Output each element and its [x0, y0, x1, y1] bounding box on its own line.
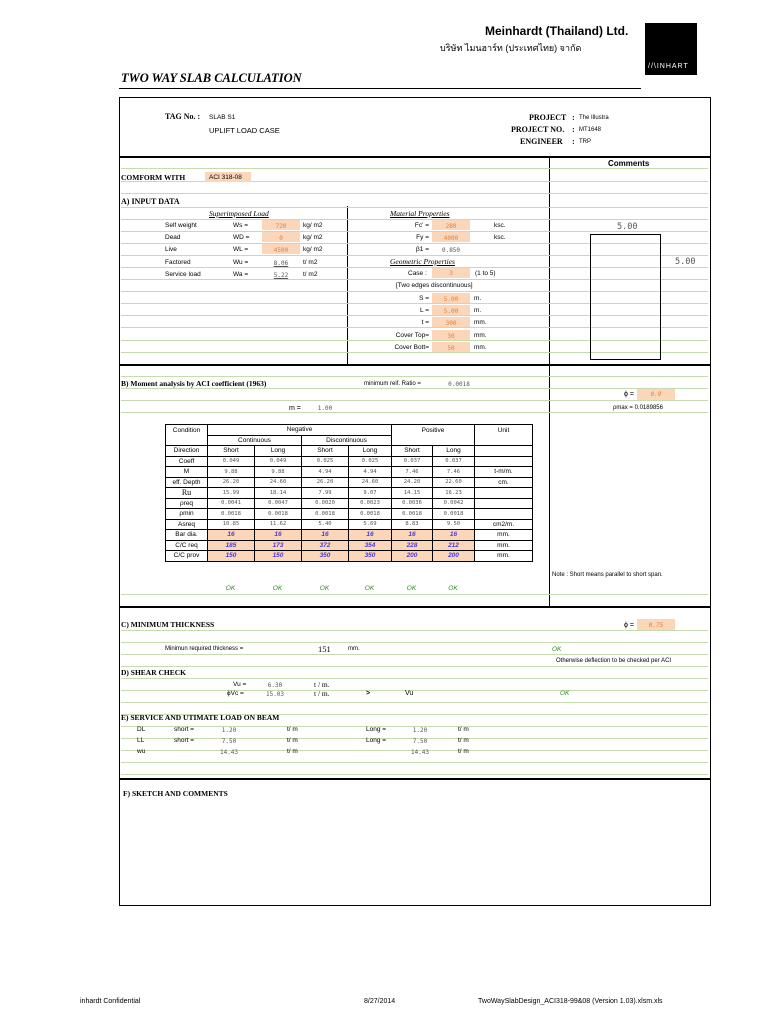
vu-unit: t / m.: [314, 680, 330, 689]
comments-header: Comments: [608, 159, 650, 168]
table-cell: 0.0018: [208, 509, 255, 520]
table-cell: 350: [349, 551, 392, 562]
geometry-value: 5.00: [443, 308, 459, 316]
table-cell: 4.94: [302, 467, 349, 478]
table-row: [166, 446, 533, 457]
beam-short-value: 1.20: [221, 727, 237, 734]
table-cell: 0.025: [302, 456, 349, 467]
table-cell: 16: [433, 530, 475, 541]
conform-value: ACI 318-08: [209, 174, 242, 181]
col-unit: Unit: [475, 425, 533, 436]
table-cell: 372: [302, 540, 349, 551]
case-label: Case :: [408, 270, 427, 277]
table-cell: 10.85: [208, 519, 255, 530]
table-cell: Long: [433, 446, 475, 457]
table-cell: 0.0018: [302, 509, 349, 520]
load-value: 0: [279, 235, 283, 243]
table-cell: 0.0036: [392, 498, 433, 509]
beam-long-value: 1.20: [412, 727, 428, 734]
table-cell: 14.15: [392, 488, 433, 499]
material-unit: ksc.: [494, 222, 506, 229]
phivc-value: 15.03: [265, 691, 285, 698]
footer-confidential: inhardt Confidential: [80, 998, 141, 1005]
table-cell: 0.025: [349, 456, 392, 467]
table-cell: 11.62: [255, 519, 302, 530]
table-cell: 0.0018: [349, 509, 392, 520]
col-negative: Negative: [208, 425, 392, 436]
row-label: C/C req: [166, 540, 208, 551]
project-no-label: PROJECT NO.: [511, 125, 565, 134]
material-value: 280: [445, 223, 457, 230]
geometry-symbol: Cover Top=: [395, 331, 429, 339]
min-ratio-label: minimum reif. Ratio =: [364, 381, 421, 387]
row-unit: mm.: [475, 540, 533, 551]
m-value: 1.00: [317, 405, 333, 412]
gridline: [121, 678, 708, 679]
table-cell: 0.049: [208, 456, 255, 467]
ok-indicator: OK: [406, 585, 417, 592]
beam-long-label: Long =: [366, 726, 387, 733]
thickness-phi-value: 0.75: [648, 622, 664, 629]
ok-indicator: OK: [448, 585, 458, 592]
tag-label: TAG No. :: [165, 112, 201, 121]
beam-long-unit: t/ m: [458, 737, 469, 744]
min-thickness-unit: mm.: [348, 646, 360, 652]
table-cell: 0.049: [255, 456, 302, 467]
load-symbol: WD =: [233, 234, 250, 242]
table-cell: 8.83: [392, 519, 433, 530]
geometry-value: 50: [447, 344, 455, 352]
table-cell: Short: [392, 446, 433, 457]
project-no-value: MT1648: [579, 127, 602, 133]
table-cell: 16: [208, 530, 255, 541]
moment-heading: B) Moment analysis by ACI coefficient (1963): [121, 379, 267, 388]
row-unit: cm2/m.: [475, 519, 533, 530]
table-row: [166, 551, 533, 562]
phivc-unit: t / m.: [314, 689, 330, 698]
table-cell: Long: [255, 446, 302, 457]
col-continuous: Continuous: [208, 435, 302, 446]
table-cell: 0.037: [433, 456, 475, 467]
geometry-unit: mm.: [474, 343, 487, 351]
table-cell: 16: [255, 530, 302, 541]
geometry-value: 30: [447, 332, 455, 340]
shear-ok: OK: [560, 690, 570, 697]
material-value: 4000: [443, 235, 459, 242]
table-cell: Short: [302, 446, 349, 457]
beam-short-value: 14.43: [219, 749, 239, 756]
table-cell: 24.60: [255, 477, 302, 488]
load-symbol: Wa =: [233, 270, 249, 278]
load-name: Factored: [165, 258, 191, 266]
material-value: 0.850: [441, 247, 461, 254]
table-cell: 9.88: [255, 467, 302, 478]
gridline: [121, 207, 708, 208]
row-unit: [475, 488, 533, 499]
geometry-symbol: t =: [421, 319, 429, 327]
table-cell: 0.0018: [255, 509, 302, 520]
beam-short-label: short =: [174, 726, 195, 733]
table-cell: 24.20: [392, 477, 433, 488]
thickness-heading: C) MINIMUM THICKNESS: [121, 620, 215, 629]
beam-load-label: LL: [137, 737, 145, 744]
beam-short-value: 7.50: [221, 738, 237, 745]
table-row: [166, 519, 533, 530]
thickness-ok: OK: [552, 646, 562, 653]
row-unit: cm.: [475, 477, 533, 488]
table-cell: 0.0020: [302, 498, 349, 509]
phi-value: 0.9: [650, 391, 662, 398]
table-cell: 228: [392, 540, 433, 551]
project-value: The Illustra: [579, 115, 609, 121]
load-name: Self weight: [165, 222, 197, 229]
gridline: [121, 630, 708, 631]
row-label: Coeff: [166, 456, 208, 467]
row-unit: t-m/m.: [475, 467, 533, 478]
table-cell: 173: [255, 540, 302, 551]
row-label: Direction: [166, 446, 208, 457]
table-row: [166, 467, 533, 478]
table-cell: 5.69: [349, 519, 392, 530]
footer-date: 8/27/2014: [364, 998, 396, 1005]
table-cell: 354: [349, 540, 392, 551]
table-cell: 350: [302, 551, 349, 562]
geometry-symbol: Cover Bott=: [394, 343, 429, 351]
material-symbol: Fc' =: [414, 222, 429, 229]
table-cell: 0.037: [392, 456, 433, 467]
thickness-phi-label: ϕ =: [624, 622, 634, 629]
row-label: Ru: [166, 488, 208, 499]
beam-short-unit: t/ m: [287, 737, 298, 744]
table-cell: 9.07: [349, 488, 392, 499]
gridline: [121, 654, 708, 655]
table-row: [166, 509, 533, 520]
table-cell: 150: [208, 551, 255, 562]
shear-vu-ref: Vu: [405, 690, 414, 697]
table-row: [166, 488, 533, 499]
gridline: [121, 388, 708, 389]
table-cell: 16: [349, 530, 392, 541]
company-name-thai: บริษัท ไมนฮาร์ท (ประเทศไทย) จากัด: [440, 43, 582, 53]
table-cell: 0.0023: [349, 498, 392, 509]
table-cell: 7.99: [302, 488, 349, 499]
table-cell: 0.0047: [255, 498, 302, 509]
geometry-value: 300: [445, 320, 457, 328]
shear-compare: >: [366, 690, 371, 697]
table-cell: 16: [392, 530, 433, 541]
comments-column-divider: [549, 156, 550, 608]
beam-short-unit: t/ m: [287, 748, 298, 755]
ok-indicator: OK: [364, 585, 375, 592]
material-symbol: Fy =: [416, 234, 429, 241]
ok-indicator: OK: [319, 585, 330, 592]
beam-long-unit: t/ m: [458, 726, 469, 733]
min-ratio-value: 0.0018: [448, 381, 470, 388]
superimposed-title: Superimposed Load: [209, 209, 269, 218]
project-label: PROJECT: [529, 113, 567, 122]
table-cell: 200: [392, 551, 433, 562]
table-cell: 22.60: [433, 477, 475, 488]
row-label: M: [166, 467, 208, 478]
table-cell: 16: [302, 530, 349, 541]
geometry-symbol: S =: [419, 295, 429, 302]
table-cell: 18.14: [255, 488, 302, 499]
rho-max: ρmax = 0.0189856: [613, 405, 663, 411]
row-unit: [475, 456, 533, 467]
table-row: [166, 498, 533, 509]
gridline: [121, 702, 708, 703]
vu-label: Vu =: [233, 681, 247, 688]
table-row: [166, 456, 533, 467]
min-thickness-value: 151: [318, 644, 331, 654]
table-cell: 0.0041: [208, 498, 255, 509]
row-label: ρreq: [166, 498, 208, 509]
m-label: m =: [289, 405, 301, 412]
gridline: [121, 762, 708, 763]
company-logo: //\INHART: [645, 23, 697, 75]
case-description: [Two edges discontinuous]: [396, 282, 473, 289]
footer-filename: TwoWaySlabDesign_ACI318-99&08 (Version 1.03).xlsm.xls: [478, 998, 663, 1005]
table-row: [166, 540, 533, 551]
case-value: 3: [449, 270, 453, 277]
gridline: [121, 690, 708, 691]
load-value: 4500: [273, 247, 289, 255]
input-heading: A) INPUT DATA: [121, 197, 180, 206]
table-cell: 9.88: [208, 467, 255, 478]
sketch-heading: F) SKETCH AND COMMENTS: [123, 789, 228, 798]
beam-long-unit: t/ m: [458, 748, 469, 755]
load-symbol: Ws =: [233, 222, 248, 229]
row-unit: mm.: [475, 551, 533, 562]
table-cell: 26.20: [208, 477, 255, 488]
table-cell: 24.60: [349, 477, 392, 488]
col-positive: Positive: [392, 425, 475, 436]
row-label: eff. Depth: [166, 477, 208, 488]
load-unit: t/ m2: [303, 258, 318, 266]
gridline: [121, 219, 708, 220]
geometry-unit: m.: [474, 295, 482, 302]
gridline: [121, 666, 708, 667]
load-name: Live: [165, 246, 177, 254]
table-cell: 7.46: [433, 467, 475, 478]
engineer-label: ENGINEER: [520, 137, 563, 146]
sketch-span-top: 5.00: [617, 222, 638, 232]
beam-load-label: wu: [137, 748, 146, 755]
beam-long-label: Long =: [366, 737, 387, 744]
beam-long-value: 7.50: [412, 738, 428, 745]
row-label: ρmin: [166, 509, 208, 520]
ok-indicator: OK: [272, 585, 283, 592]
gridline: [121, 400, 708, 401]
load-symbol: WL =: [233, 246, 249, 254]
material-unit: ksc.: [494, 234, 506, 241]
row-label: Asreq: [166, 519, 208, 530]
phivc-label: ϕVc =: [227, 690, 244, 697]
beam-load-label: DL: [137, 726, 146, 733]
load-value: 5.22: [273, 271, 289, 279]
table-cell: 5.40: [302, 519, 349, 530]
beam-short-unit: t/ m: [287, 726, 298, 733]
table-cell: Long: [349, 446, 392, 457]
beam-long-value: 14.43: [410, 749, 430, 756]
table-cell: 9.50: [433, 519, 475, 530]
row-label: Bar dia.: [166, 530, 208, 541]
conform-label: COMFORM WITH: [121, 173, 186, 182]
table-cell: 212: [433, 540, 475, 551]
material-title: Material Properties: [390, 209, 450, 218]
geometry-unit: mm.: [474, 331, 487, 339]
load-name: Service load: [165, 270, 201, 278]
load-unit: kg/ m2: [303, 234, 323, 242]
ok-indicator: OK: [225, 585, 236, 592]
col-discontinuous: Discontinuous: [302, 435, 392, 446]
table-cell: 0.0042: [433, 498, 475, 509]
load-symbol: Wu =: [233, 258, 249, 266]
gridline: [121, 642, 708, 643]
vu-value: 6.30: [267, 682, 283, 689]
table-row: [166, 530, 533, 541]
table-cell: 185: [208, 540, 255, 551]
table-cell: 26.20: [302, 477, 349, 488]
geometric-title: Geometric Properties: [390, 257, 455, 266]
input-divider: [347, 206, 348, 365]
table-cell: 4.94: [349, 467, 392, 478]
table-row: [166, 477, 533, 488]
load-value: 720: [275, 223, 287, 230]
table-cell: 16.23: [433, 488, 475, 499]
material-symbol: β1 =: [416, 246, 429, 253]
beam-short-label: short =: [174, 737, 195, 744]
slab-sketch: [590, 234, 661, 360]
short-span-note: Note : Short means parallel to short span.: [552, 572, 663, 578]
load-case: UPLIFT LOAD CASE: [209, 126, 280, 135]
row-label: C/C prov: [166, 551, 208, 562]
load-unit: t/ m2: [303, 270, 318, 278]
gridline: [121, 412, 708, 413]
row-unit: [475, 509, 533, 520]
load-unit: kg/ m2: [303, 246, 323, 254]
geometry-symbol: L =: [420, 307, 429, 315]
table-cell: 150: [255, 551, 302, 562]
row-unit: [475, 446, 533, 457]
geometry-value: 5.00: [443, 296, 459, 303]
sketch-span-right: 5.00: [675, 257, 696, 267]
deflection-note: Otherwise deflection to be checked per ACI: [556, 658, 672, 664]
gridline: [121, 594, 708, 595]
document-title: TWO WAY SLAB CALCULATION: [121, 71, 302, 85]
table-cell: 15.99: [208, 488, 255, 499]
load-name: Dead: [165, 234, 181, 242]
table-cell: 0.0018: [392, 509, 433, 520]
col-condition: Condition: [166, 425, 208, 436]
gridline: [121, 168, 708, 169]
moment-table: [165, 424, 533, 562]
min-thickness-label: Minimun required thickness =: [165, 646, 244, 652]
tag-value: SLAB S1: [209, 114, 236, 121]
geometry-unit: m.: [474, 307, 482, 315]
table-cell: 200: [433, 551, 475, 562]
row-unit: [475, 498, 533, 509]
load-value: 8.06: [273, 259, 289, 267]
shear-heading: D) SHEAR CHECK: [121, 668, 187, 677]
case-range: (1 to 5): [475, 270, 496, 277]
gridline: [121, 193, 708, 194]
geometry-unit: mm.: [474, 319, 487, 327]
table-cell: 0.0018: [433, 509, 475, 520]
table-cell: Short: [208, 446, 255, 457]
company-name: Meinhardt (Thailand) Ltd.: [485, 24, 629, 38]
table-cell: 7.46: [392, 467, 433, 478]
gridline: [121, 376, 708, 377]
beam-heading: E) SERVICE AND UTIMATE LOAD ON BEAM: [121, 713, 280, 722]
engineer-value: TRP: [579, 139, 591, 145]
load-unit: kg/ m2: [303, 222, 323, 229]
phi-label: ϕ =: [624, 391, 634, 398]
gridline: [121, 774, 708, 775]
row-unit: mm.: [475, 530, 533, 541]
